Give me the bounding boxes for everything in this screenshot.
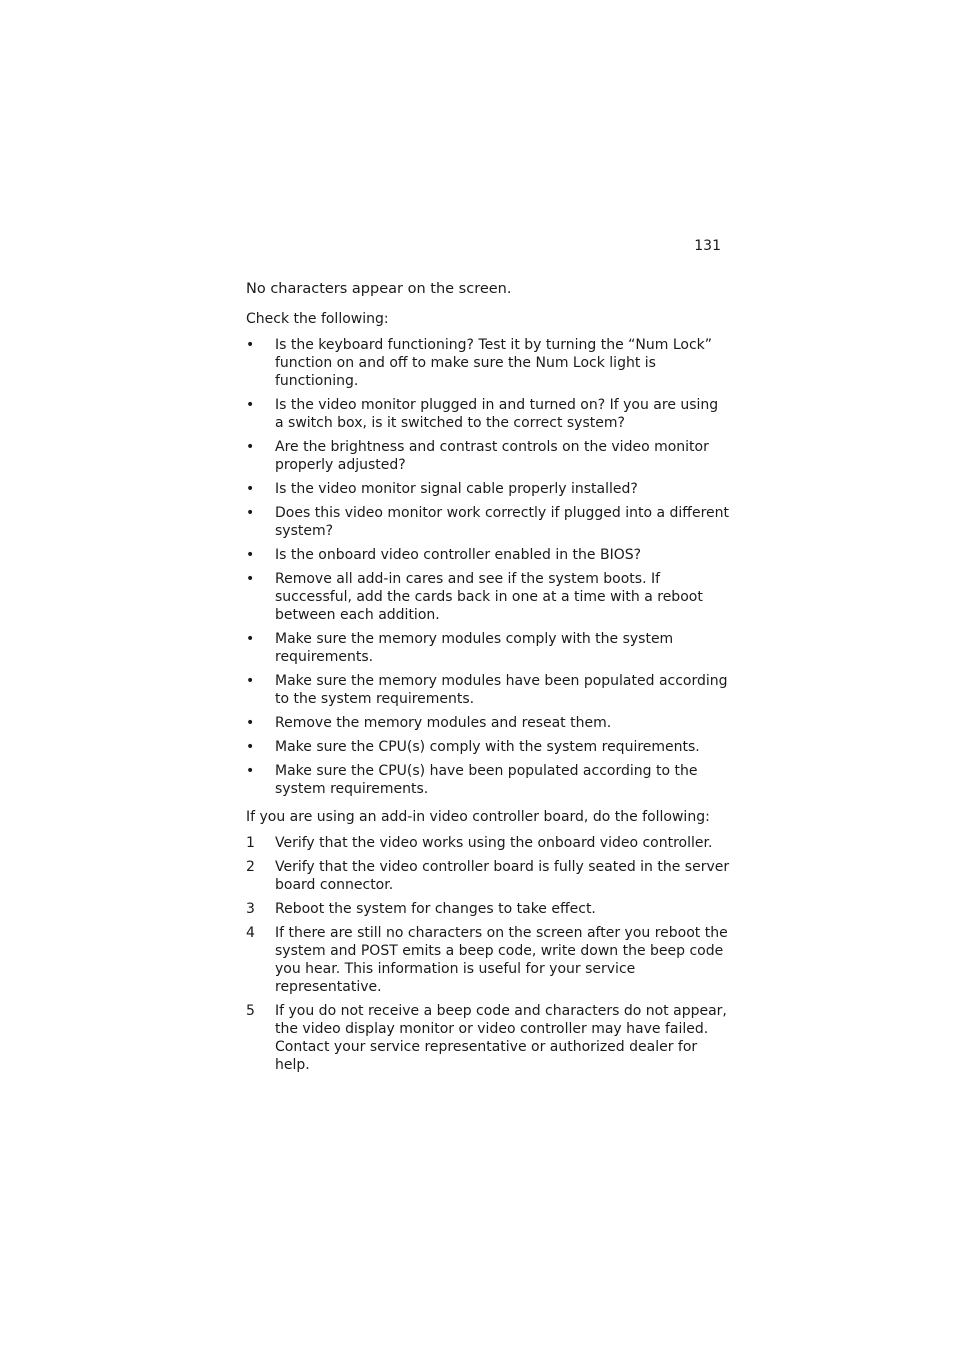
list-item [246,480,730,498]
problem-title: No characters appear on the screen. [246,281,512,297]
steps-list [246,834,730,1074]
page-content [246,280,730,1084]
list-item [246,834,730,852]
bullet-marker: • [246,763,255,779]
bullet-marker: • [246,631,255,647]
step-text: Verify that the video controller board is fully seated in the server board connector. [275,859,730,893]
list-item-text: Is the keyboard functioning? Test it by turning the “Num Lock” function on and off to make sure the Num Lock light is functioning. [275,337,713,389]
list-item [246,672,730,708]
bullet-marker: • [246,481,255,497]
page-number: 131 [694,238,721,254]
checks-list [246,336,730,798]
list-item [246,900,730,918]
list-item [246,924,730,996]
list-item-text: Make sure the memory modules have been populated according to the system requirements. [275,673,728,707]
bullet-marker: • [246,337,255,353]
step-text: Reboot the system for changes to take effect. [275,901,596,917]
list-item [246,546,730,564]
list-item-text: Remove all add-in cares and see if the system boots. If successful, add the cards back in one at a time with a reboot between each addition. [275,571,703,623]
list-item-text: Make sure the CPU(s) comply with the system requirements. [275,739,700,755]
step-text: If there are still no characters on the screen after you reboot the system and POST emits a beep code, write down the beep code you hear. This information is useful for your service representative. [275,925,728,995]
step-text: Verify that the video works using the onboard video controller. [275,835,713,851]
bullet-marker: • [246,547,255,563]
list-item-text: Is the onboard video controller enabled in the BIOS? [275,547,642,563]
bullet-marker: • [246,715,255,731]
list-item [246,858,730,894]
bullet-marker: • [246,505,255,521]
addin-intro: If you are using an add-in video controller board, do the following: [246,809,710,825]
list-item-text: Is the video monitor plugged in and turned on? If you are using a switch box, is it switched to the correct system? [275,397,719,431]
list-item [246,438,730,474]
bullet-marker: • [246,397,255,413]
list-item [246,570,730,624]
bullet-marker: • [246,571,255,587]
bullet-marker: • [246,439,255,455]
list-item [246,504,730,540]
step-number: 3 [246,901,255,917]
bullet-marker: • [246,673,255,689]
list-item-text: Are the brightness and contrast controls on the video monitor properly adjusted? [275,439,709,473]
step-number: 5 [246,1003,255,1019]
list-item-text: Make sure the memory modules comply with the system requirements. [275,631,674,665]
list-item [246,336,730,390]
step-number: 4 [246,925,255,941]
list-item [246,396,730,432]
list-item [246,714,730,732]
bullet-marker: • [246,739,255,755]
list-item [246,762,730,798]
list-item-text: Does this video monitor work correctly if plugged into a different system? [275,505,729,539]
step-text: If you do not receive a beep code and characters do not appear, the video display monitor or video controller may have failed. Contact your service representative or authorized dealer for help. [275,1003,727,1073]
list-item [246,1002,730,1074]
list-item-text: Make sure the CPU(s) have been populated according to the system requirements. [275,763,698,797]
step-number: 1 [246,835,255,851]
list-item [246,630,730,666]
list-item-text: Remove the memory modules and reseat them. [275,715,612,731]
check-intro: Check the following: [246,311,389,327]
list-item-text: Is the video monitor signal cable properly installed? [275,481,638,497]
list-item [246,738,730,756]
step-number: 2 [246,859,255,875]
